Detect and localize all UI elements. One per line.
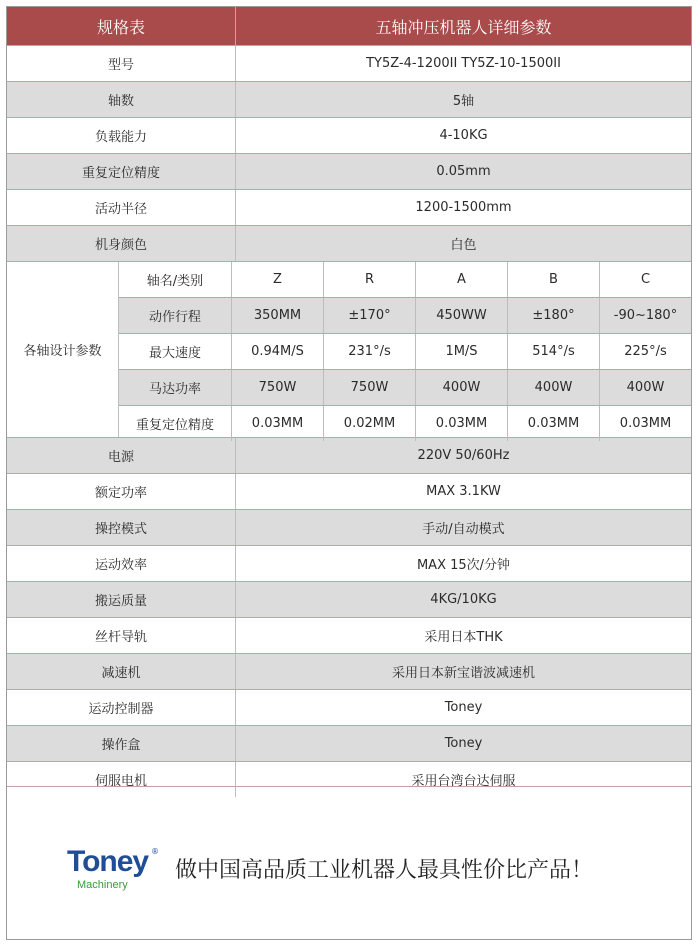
axis-row-head: 动作行程 <box>119 298 232 333</box>
axis-cell: R <box>324 262 416 297</box>
axis-cell: 0.03MM <box>619 416 672 431</box>
spec-value: Toney <box>444 700 483 715</box>
axis-cell: 750W <box>324 370 416 405</box>
toney-logo <box>67 845 167 905</box>
spec-value: 0.05mm <box>436 164 491 179</box>
spec-label: 电源 <box>7 438 236 473</box>
spec-value: TY5Z-4-1200II TY5Z-10-1500II <box>366 56 561 71</box>
axis-cell: 0.02MM <box>324 406 416 441</box>
axis-cell: 1M/S <box>416 334 508 369</box>
spec-row <box>7 153 691 189</box>
spec-row <box>7 437 691 473</box>
axis-cell: 750W <box>232 370 324 405</box>
spec-label: 运动效率 <box>7 546 236 581</box>
spec-rows-top <box>7 45 691 261</box>
axis-cell: B <box>508 262 600 297</box>
spec-label: 型号 <box>7 46 236 81</box>
axis-cell: 0.03MM <box>416 406 508 441</box>
spec-value: 采用日本新宝谐波减速机 <box>391 666 535 681</box>
spec-label: 操作盒 <box>7 726 236 761</box>
header-title: 五轴冲压机器人详细参数 <box>375 17 552 37</box>
spec-row <box>7 581 691 617</box>
spec-label: 操控模式 <box>7 510 236 545</box>
footer <box>7 786 691 939</box>
axis-row-head: 轴名/类别 <box>119 262 232 297</box>
spec-value: MAX 15次/分钟 <box>416 558 511 573</box>
spec-row <box>7 45 691 81</box>
spec-value: 4-10KG <box>439 128 488 143</box>
axis-cell: 400W <box>508 370 600 405</box>
spec-label: 重复定位精度 <box>7 154 236 189</box>
axis-row-head: 最大速度 <box>119 334 232 369</box>
spec-value: 1200-1500mm <box>415 200 512 215</box>
axis-row <box>119 405 691 441</box>
registered-mark: ® <box>151 847 159 856</box>
spec-row <box>7 509 691 545</box>
axis-cell: 400W <box>416 370 508 405</box>
spec-label: 机身颜色 <box>7 226 236 261</box>
spec-row <box>7 617 691 653</box>
spec-label: 运动控制器 <box>7 690 236 725</box>
spec-value: 采用日本THK <box>424 630 503 645</box>
spec-label: 减速机 <box>7 654 236 689</box>
axis-row-head: 重复定位精度 <box>119 406 232 441</box>
axis-cell: 231°/s <box>324 334 416 369</box>
axis-cell: C <box>640 272 651 287</box>
spec-row <box>7 189 691 225</box>
axis-cell: 350MM <box>232 298 324 333</box>
spec-value: 4KG/10KG <box>430 592 497 607</box>
spec-row <box>7 653 691 689</box>
axis-cell: ±170° <box>324 298 416 333</box>
spec-label: 负载能力 <box>7 118 236 153</box>
axis-cell: 400W <box>626 380 665 395</box>
logo-subtitle: Machinery <box>77 879 128 891</box>
axis-cell: 0.94M/S <box>232 334 324 369</box>
axis-group-label: 各轴设计参数 <box>7 262 119 437</box>
spec-row <box>7 725 691 761</box>
axis-cell: A <box>416 262 508 297</box>
spec-rows-bottom <box>7 437 691 797</box>
spec-row <box>7 117 691 153</box>
spec-header <box>7 7 691 45</box>
spec-sheet <box>6 6 692 940</box>
spec-label: 丝杆导轨 <box>7 618 236 653</box>
spec-row <box>7 545 691 581</box>
axis-row-head: 马达功率 <box>119 370 232 405</box>
spec-value: 220V 50/60Hz <box>417 448 510 463</box>
spec-value: Toney <box>444 736 483 751</box>
axis-row <box>119 297 691 333</box>
spec-value: 5轴 <box>452 94 475 109</box>
axis-cell: Z <box>232 262 324 297</box>
axis-params-block <box>7 261 691 437</box>
logo-wordmark: Toney <box>67 845 149 878</box>
spec-row <box>7 81 691 117</box>
axis-cell: 514°/s <box>508 334 600 369</box>
spec-value: 采用台湾台达伺服 <box>411 774 516 789</box>
axis-row <box>119 262 691 297</box>
spec-label: 伺服电机 <box>7 762 236 797</box>
spec-row <box>7 689 691 725</box>
spec-row <box>7 473 691 509</box>
spec-label: 轴数 <box>7 82 236 117</box>
header-spec-label: 规格表 <box>7 7 236 45</box>
axis-cell: 225°/s <box>624 344 667 359</box>
axis-row <box>119 333 691 369</box>
axis-cell: 0.03MM <box>508 406 600 441</box>
axis-cell: 0.03MM <box>232 406 324 441</box>
spec-value: 手动/自动模式 <box>422 522 505 537</box>
spec-label: 额定功率 <box>7 474 236 509</box>
spec-label: 搬运质量 <box>7 582 236 617</box>
axis-cell: 450WW <box>416 298 508 333</box>
spec-value: 白色 <box>450 238 477 253</box>
axis-cell: -90~180° <box>613 308 678 323</box>
spec-row <box>7 225 691 261</box>
spec-label: 活动半径 <box>7 190 236 225</box>
spec-value: MAX 3.1KW <box>426 484 501 499</box>
axis-cell: ±180° <box>508 298 600 333</box>
axis-params-grid <box>119 262 691 437</box>
axis-row <box>119 369 691 405</box>
slogan: 做中国高品质工业机器人最具性价比产品！ <box>175 858 594 883</box>
